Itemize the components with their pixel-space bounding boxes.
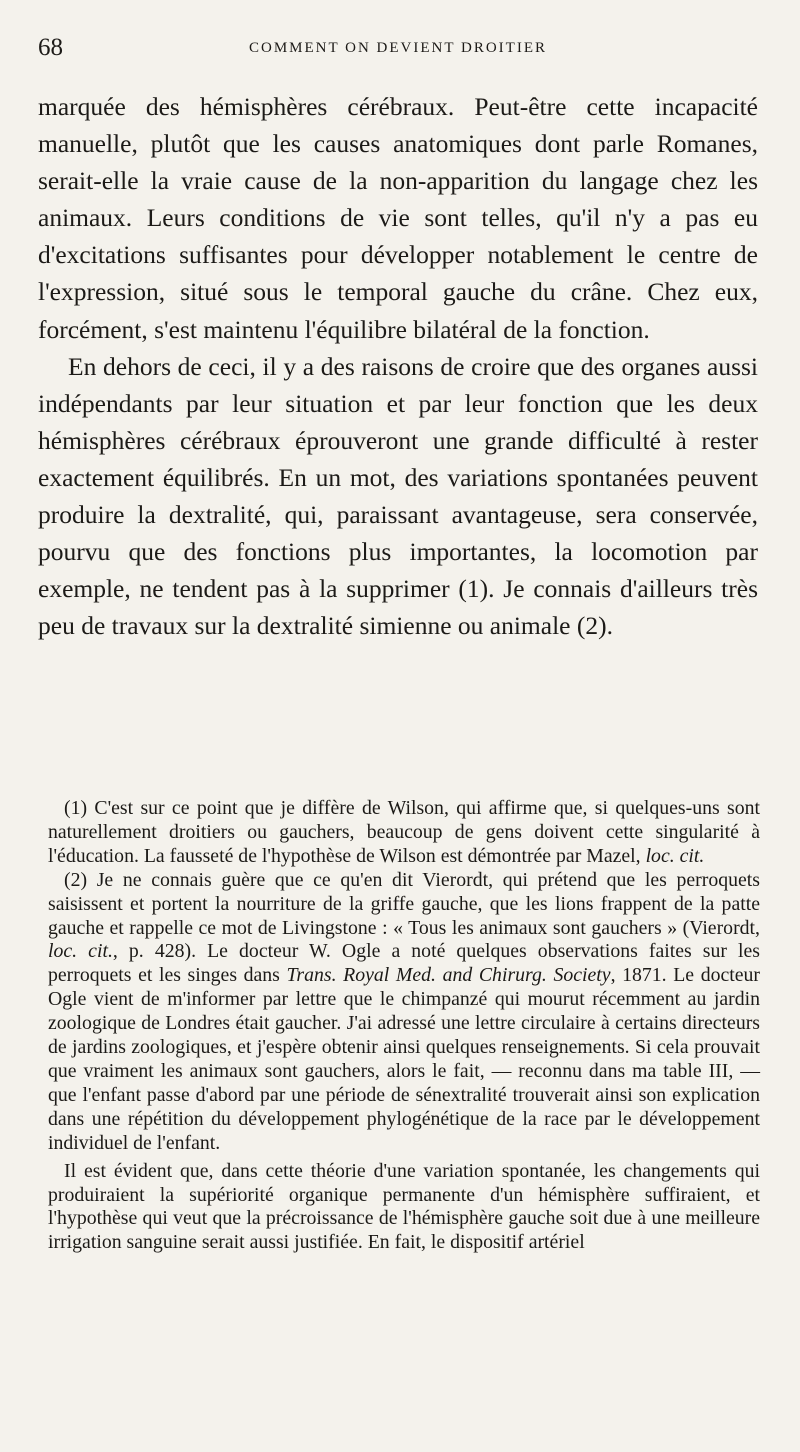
footnote-2-text-a: (2) Je ne connais guère que ce qu'en dit Vierordt, qui prétend que les perroquets saisissent et portent la nourriture de la griffe gauche, que les lions frappent de la patte gauche et rappelle ce mot de Livingstone : « Tous les animaux sont gauchers » (Vierordt, (48, 868, 760, 939)
page-number: 68 (38, 34, 63, 61)
footnote-2-journal: Trans. Royal Med. and Chirurg. Society (286, 964, 611, 987)
footnote-2-text-c: , 1871. Le docteur Ogle vient de m'informer par lettre que le chimpanzé qui mourut récemment au jardin zoologique de Londres était gaucher. J'ai adressé une lettre circulaire à certains directeurs de jardins zoologiques, et j'espère obtenir ainsi quelques renseignements. Si cela prouvait que vraiment les animaux sont gauchers, alors le fait, — reconnu dans ma table III, — que l'enfant passe d'abord par une période de sénextralité trouverait ainsi son explication dans une répétition du développement phylogénétique de la race par le développement individuel de l'enfant. (48, 964, 761, 1154)
body-paragraph-2: En dehors de ceci, il y a des raisons de croire que des organes aussi indépendants par leur situation et par leur fonction que les deux hémisphères cérébraux éprouveront une grande difficulté à rester exactement équilibrés. En un mot, des variations spontanées peuvent produire la dextralité, qui, paraissant avantageuse, sera conservée, pourvu que des fonctions plus importantes, la locomotion par exemple, ne tendent pas à la supprimer (1). Je connais d'ailleurs très peu de travaux sur la dextralité simienne ou animale (2). (38, 351, 758, 641)
running-title: COMMENT ON DEVIENT DROITIER (248, 40, 547, 56)
footnote-1-citation: loc. cit. (645, 844, 705, 867)
footnotes (48, 797, 760, 1255)
footnote-1 (48, 797, 760, 869)
page-header (38, 34, 758, 64)
main-text (38, 88, 758, 644)
footnote-2-paragraph-2: Il est évident que, dans cette théorie d'une variation spontanée, les changements qui produiraient la supériorité organique permanente d'un hémisphère suffiraient, et l'hypothèse qui veut que la précroissance de l'hémisphère gauche soit due à une meilleure irrigation sanguine serait aussi justifiée. En fait, le dispositif artériel (48, 1159, 760, 1254)
footnote-2 (48, 869, 760, 1156)
body-paragraph-1: marquée des hémisphères cérébraux. Peut-être cette incapacité manuelle, plutôt que les causes anatomiques dont parle Romanes, serait-elle la vraie cause de la non-apparition du langage chez les animaux. Leurs conditions de vie sont telles, qu'il n'y a pas eu d'excitations suffisantes pour développer notablement le centre de l'expression, situé sous le temporal gauche du crâne. Chez eux, forcément, s'est maintenu l'équilibre bilatéral de la fonction. (38, 92, 758, 344)
footnote-2-text-b: , p. 428). Le docteur W. Ogle a noté quelques observations faites sur les perroquets et les singes dans (48, 940, 760, 987)
footnote-1-text: (1) C'est sur ce point que je diffère de Wilson, qui affirme que, si quelques-uns sont naturellement droitiers ou gauchers, beaucoup de gens doivent cette singularité à l'éducation. La fausseté de l'hypothèse de Wilson est démontrée par Mazel, (48, 797, 760, 867)
footnote-2-citation: loc. cit. (48, 940, 113, 963)
